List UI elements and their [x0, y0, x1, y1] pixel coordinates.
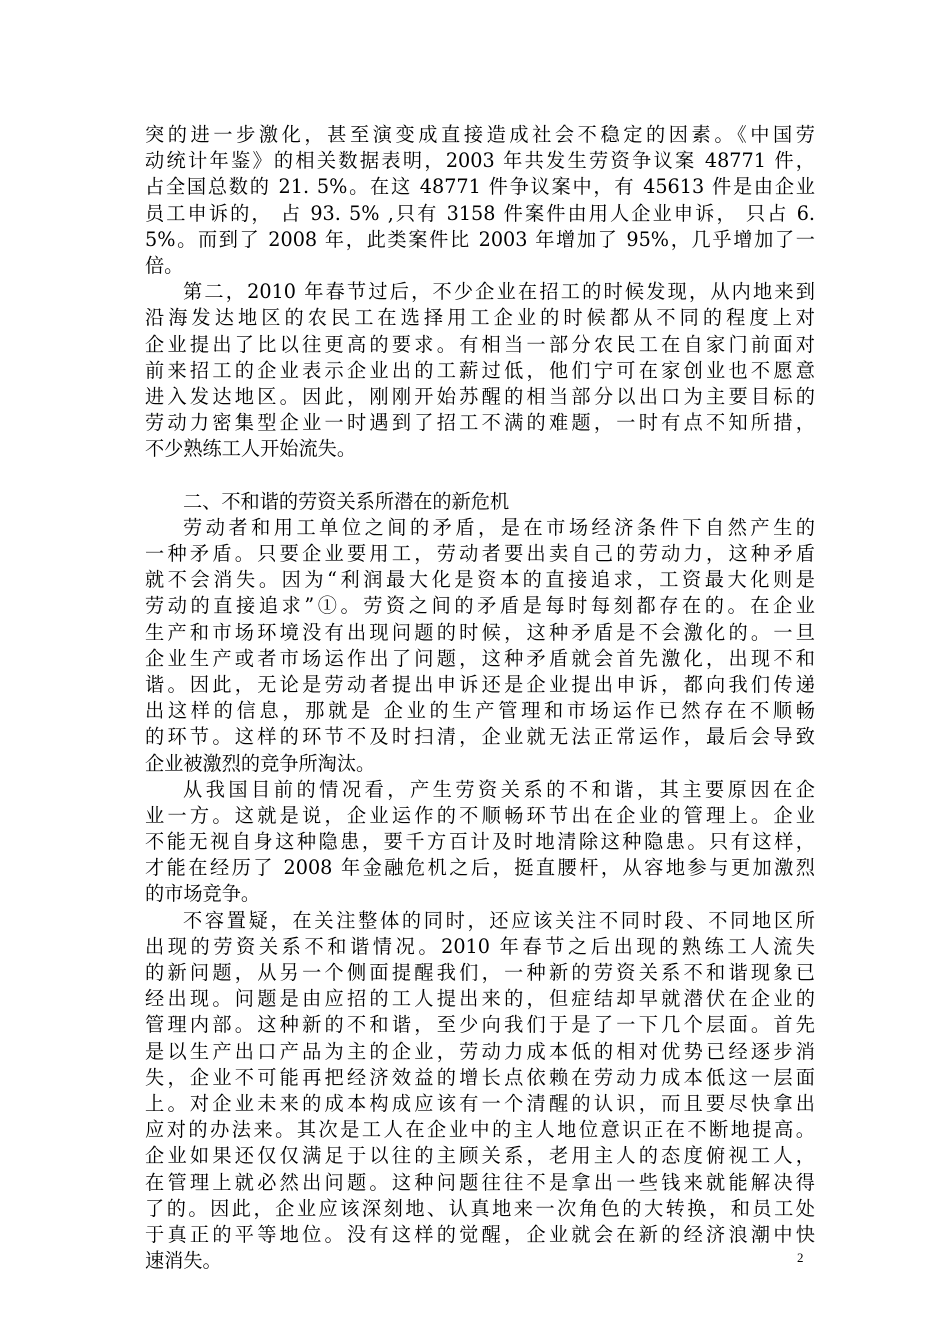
text-line: 上。对企业未来的成本构成应该有一个清醒的认识，而且要尽快拿出	[145, 1091, 815, 1115]
text-line: 管理内部。这种新的不和谐，至少向我们于是了一下几个层面。首先	[145, 1013, 815, 1037]
text-line: 突的进一步激化，甚至演变成直接造成社会不稳定的因素。《中国劳	[145, 123, 815, 146]
text-line: 沿海发达地区的农民工在选择用工企业的时候都从不同的程度上对	[145, 306, 815, 330]
text-line: 倍。	[145, 253, 184, 277]
text-line: 业一方。这就是说，企业运作的不顺畅环节出在企业的管理上。企业	[145, 803, 815, 827]
text-line: 经出现。问题是由应招的工人提出来的，但症结却早就潜伏在企业的	[145, 987, 815, 1011]
text-line: 就不会消失。因为“利润最大化是资本的直接追求，工资最大化则是	[145, 568, 815, 592]
paragraph	[145, 122, 815, 279]
text-line: 的环节。这样的环节不及时扫清，企业就无法正常运作，最后会导致	[145, 725, 815, 749]
text-line: 不能无视自身这种隐患，要千方百计及时地清除这种隐患。只有这样，	[145, 830, 815, 854]
section-heading: 二、不和谐的劳资关系所潜在的新危机	[183, 489, 510, 513]
text-line: 企业如果还仅仅满足于以往的主顾关系，老用主人的态度俯视工人，	[145, 1144, 815, 1168]
page-number: 2	[797, 1250, 804, 1265]
body-text	[145, 122, 815, 1274]
paragraph	[145, 515, 815, 777]
paragraph	[145, 279, 815, 462]
paragraph	[145, 908, 815, 1275]
blank-line	[145, 462, 815, 488]
text-line: 企业提出了比以往更高的要求。有相当一部分农民工在自家门前面对	[145, 332, 815, 356]
text-line: 生产和市场环境没有出现问题的时候，这种矛盾是不会激化的。一旦	[145, 620, 815, 644]
text-line: 失，企业不可能再把经济效益的增长点依赖在劳动力成本低这一层面	[145, 1065, 815, 1089]
text-line: 员工申诉的， 占 93. 5% ,只有 3158 件案件由用人企业申诉， 只占 6.	[145, 201, 815, 225]
text-line: 从我国目前的情况看，产生劳资关系的不和谐，其主要原因在企	[183, 777, 815, 801]
text-line: 劳动力密集型企业一时遇到了招工不满的难题，一时有点不知所措，	[145, 411, 815, 435]
text-line: 劳动的直接追求”①。劳资之间的矛盾是每时每刻都存在的。在企业	[145, 594, 815, 618]
text-line: 5%。而到了 2008 年，此类案件比 2003 年增加了 95%，几乎增加了一	[145, 227, 815, 251]
text-line: 于真正的平等地位。没有这样的觉醒，企业就会在新的经济浪潮中快	[145, 1222, 815, 1246]
text-line: 出这样的信息，那就是 企业的生产管理和市场运作已然存在不顺畅	[145, 699, 815, 723]
text-line: 不容置疑，在关注整体的同时，还应该关注不同时段、不同地区所	[183, 908, 815, 932]
text-line: 是以生产出口产品为主的企业，劳动力成本低的相对优势已经逐步消	[145, 1039, 815, 1063]
text-line: 动统计年鉴》的相关数据表明，2003 年共发生劳资争议案 48771 件，	[145, 149, 815, 173]
text-line: 占全国总数的 21. 5%。在这 48771 件争议案中，有 45613 件是由企业	[145, 175, 815, 199]
text-line: 第二，2010 年春节过后，不少企业在招工的时候发现，从内地来到	[183, 280, 815, 304]
text-line: 的市场竞争。	[145, 882, 261, 906]
text-line: 前来招工的企业表示企业出的工薪过低，他们宁可在家创业也不愿意	[145, 358, 815, 382]
text-line: 谐。因此，无论是劳动者提出申诉还是企业提出申诉，都向我们传递	[145, 672, 815, 696]
text-line: 才能在经历了 2008 年金融危机之后，挺直腰杆，从容地参与更加激烈	[145, 856, 815, 880]
text-line: 出现的劳资关系不和谐情况。2010 年春节之后出现的熟练工人流失	[145, 934, 815, 958]
text-line: 企业被激烈的竞争所淘汰。	[145, 751, 376, 775]
text-line: 一种矛盾。只要企业要用工，劳动者要出卖自己的劳动力，这种矛盾	[145, 542, 815, 565]
text-line: 了的。因此，企业应该深刻地、认真地来一次角色的大转换，和员工处	[145, 1196, 815, 1220]
text-line: 不少熟练工人开始流失。	[145, 437, 357, 461]
text-line: 应对的办法来。其次是工人在企业中的主人地位意识正在不断地提高。	[145, 1118, 815, 1142]
text-line: 速消失。	[145, 1249, 222, 1273]
text-line: 劳动者和用工单位之间的矛盾，是在市场经济条件下自然产生的	[183, 515, 815, 539]
text-line: 进入发达地区。因此，刚刚开始苏醒的相当部分以出口为主要目标的	[145, 384, 815, 408]
text-line: 在管理上就必然出问题。这种问题往往不是拿出一些钱来就能解决得	[145, 1170, 815, 1194]
paragraph	[145, 777, 815, 908]
text-line: 的新问题，从另一个侧面提醒我们，一种新的劳资关系不和谐现象已	[145, 961, 815, 984]
text-line: 企业生产或者市场运作出了问题，这种矛盾就会首先激化，出现不和	[145, 646, 815, 670]
